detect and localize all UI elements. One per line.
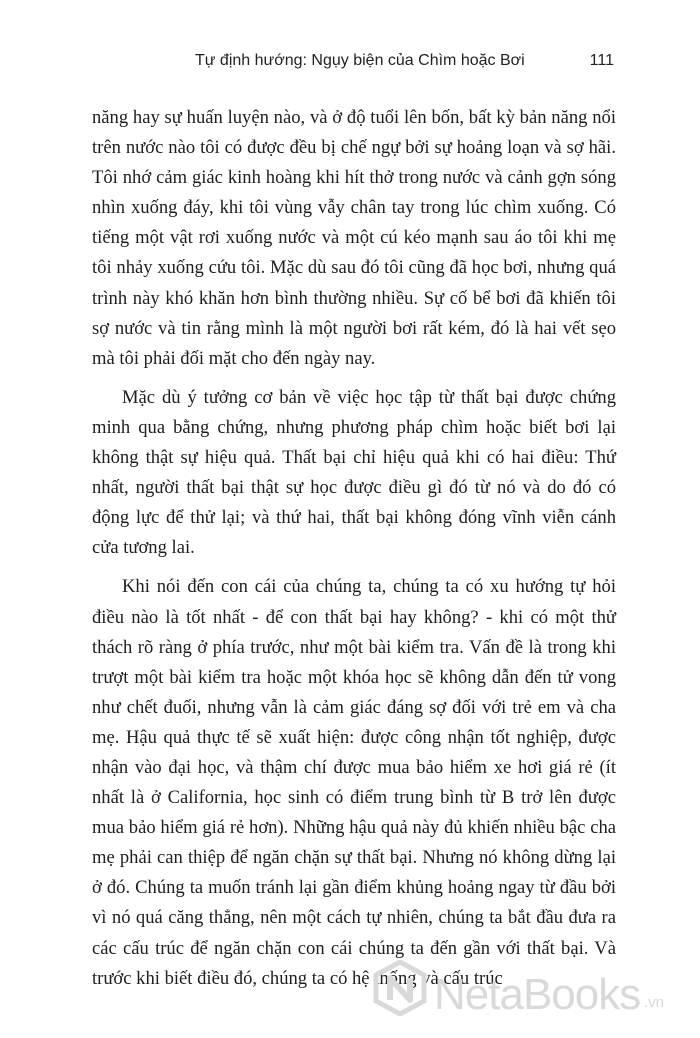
paragraph: Mặc dù ý tưởng cơ bản về việc học tập từ thất bại được chứng minh qua bằng chứng, nhưng phương pháp chìm hoặc biết bơi lại không thật sự hiệu quả. Thất bại chỉ hiệu quả khi có hai điều: Thứ nhất, người thất bại thật sự học được điều gì đó từ nó và do đó có động lực để thử lại; và thứ hai, thất bại không đóng vĩnh viễn cánh cửa tương lai. (92, 386, 616, 559)
watermark-brand: NetaBooks (434, 970, 641, 1019)
running-header (0, 48, 700, 74)
body-text (92, 103, 616, 1003)
paragraph: Khi nói đến con cái của chúng ta, chúng ta có xu hướng tự hỏi điều nào là tốt nhất - để con thất bại hay không? - khi có một thử thách rõ ràng ở phía trước, như một bài kiểm tra. Vấn đề là trong khi trượt một bài kiểm tra hoặc một khóa học sẽ không dẫn đến tử vong như chết đuối, nhưng vẫn là cảm giác đáng sợ đối với trẻ em và cha mẹ. Hậu quả thực tế sẽ xuất hiện: được công nhận tốt nghiệp, được nhận vào đại học, và thậm chí được mua bảo hiểm xe hơi giá rẻ (ít nhất là ở California, học sinh có điểm trung bình từ B trở lên được mua bảo hiểm giá rẻ hơn). Những hậu quả này đủ khiến nhiều bậc cha mẹ phải can thiệp để ngăn chặn sự thất bại. Nhưng nó không dừng lại ở đó. Chúng ta muốn tránh lại gần điểm khủng hoảng ngay từ đầu bởi vì nó quá căng thẳng, nên một cách tự nhiên, chúng ta bắt đầu đưa ra các cấu trúc để ngăn chặn con cái chúng ta đến gần với thất bại. Và trước khi biết điều đó, chúng ta có hệ thống và cấu trúc (92, 576, 616, 989)
running-title: Tự định hướng: Ngụy biện của Chìm hoặc Bơi (195, 52, 525, 69)
watermark-tld: .vn (644, 994, 665, 1011)
paragraph: năng hay sự huấn luyện nào, và ở độ tuổi lên bốn, bất kỳ bản năng nổi trên nước nào tôi có được đều bị chế ngự bởi sự hoảng loạn và sợ hãi. Tôi nhớ cảm giác kinh hoàng khi hít thở trong nước và cảnh gợn sóng nhìn xuống đáy, khi tôi vùng vẫy chân tay trong lúc chìm xuống. Có tiếng một vật rơi xuống nước và một cú kéo mạnh sau áo tôi khi mẹ tôi nhảy xuống cứu tôi. Mặc dù sau đó tôi cũng đã học bơi, nhưng quá trình này khó khăn hơn bình thường nhiều. Sự cố bể bơi đã khiến tôi sợ nước và tin rằng mình là một người bơi rất kém, đó là hai vết sẹo mà tôi phải đối mặt cho đến ngày nay. (92, 107, 616, 369)
watermark (372, 958, 692, 1028)
page-number: 111 (589, 52, 614, 69)
netabooks-logo-icon (372, 960, 428, 1016)
